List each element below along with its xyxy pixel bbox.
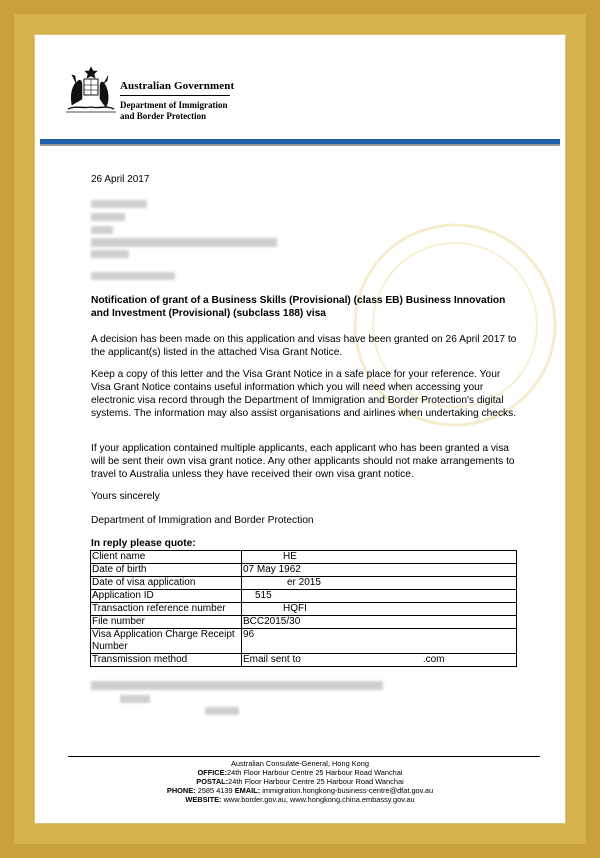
table-row bbox=[91, 616, 517, 629]
receipt-number-value: 96 bbox=[242, 629, 517, 654]
footer-office-name: Australian Consulate-General, Hong Kong bbox=[230, 759, 370, 768]
letter-date: 26 April 2017 bbox=[91, 174, 150, 185]
header-grey-band bbox=[40, 144, 560, 146]
client-name-value: HE bbox=[242, 551, 517, 564]
government-branding bbox=[120, 80, 234, 122]
reply-quote-title: In reply please quote: bbox=[91, 538, 196, 549]
receipt-number-label: Visa Application Charge Receipt Number bbox=[91, 629, 242, 654]
paragraph-decision: A decision has been made on this application and visas have been granted on 26 April 2017 to the applicant(s) listed in the attached Visa Grant Notice. bbox=[91, 334, 517, 358]
transaction-ref-label: Transaction reference number bbox=[91, 603, 242, 616]
table-row bbox=[91, 590, 517, 603]
letter-page bbox=[40, 40, 560, 818]
redacted-address-line bbox=[91, 226, 113, 234]
signatory: Department of Immigration and Border Protection bbox=[91, 515, 314, 526]
table-row bbox=[91, 564, 517, 577]
footer-phone-email: PHONE: 2585 4139 EMAIL: immigration.hongkong-business-centre@dfat.gov.au bbox=[166, 786, 434, 795]
transmission-method-label: Transmission method bbox=[91, 654, 242, 667]
closing: Yours sincerely bbox=[91, 491, 160, 502]
government-title: Australian Government bbox=[120, 80, 235, 92]
redacted-address-line bbox=[91, 272, 175, 280]
paragraph-keep-copy: Keep a copy of this letter and the Visa Grant Notice in a safe place for your reference. Your Visa Grant Notice contains useful information which you will need when accessing your electronic visa record through the Department of Immigration and Border Protection's digital systems. The information may also assist organisations and airlines when undertaking checks. bbox=[91, 369, 517, 419]
date-of-birth-label: Date of birth bbox=[91, 564, 242, 577]
date-of-birth-value: 07 May 1962 bbox=[242, 564, 517, 577]
footer-postal: POSTAL:24th Floor Harbour Centre 25 Harbour Road Wanchai bbox=[196, 777, 404, 786]
table-row bbox=[91, 551, 517, 564]
footer-rule bbox=[68, 756, 540, 757]
application-date-label: Date of visa application bbox=[91, 577, 242, 590]
application-date-value: er 2015 bbox=[242, 577, 517, 590]
client-name-label: Client name bbox=[91, 551, 242, 564]
table-row bbox=[91, 577, 517, 590]
coat-of-arms-icon bbox=[62, 65, 120, 115]
letter-subject: Notification of grant of a Business Skills (Provisional) (class EB) Business Innovation and Investment (Provisional) (subclass 188) visa bbox=[91, 295, 506, 319]
footer-office: OFFICE:24th Floor Harbour Centre 25 Harbour Road Wanchai bbox=[197, 768, 403, 777]
redacted-note-line bbox=[205, 707, 239, 715]
redacted-address-line bbox=[91, 213, 125, 221]
transaction-ref-value: HQFI bbox=[242, 603, 517, 616]
footer-website: WEBSITE: www.border.gov.au, www.hongkong.china.embassy.gov.au bbox=[185, 795, 415, 804]
table-row bbox=[91, 629, 517, 654]
reply-quote-table bbox=[90, 550, 517, 667]
department-line-2: and Border Protection bbox=[120, 111, 207, 121]
email-suffix: .com bbox=[422, 654, 445, 665]
file-number-label: File number bbox=[91, 616, 242, 629]
table-row bbox=[91, 603, 517, 616]
redacted-address-line bbox=[91, 200, 147, 208]
table-row bbox=[91, 654, 517, 667]
transmission-method-value: Email sent to .com bbox=[242, 654, 517, 667]
department-line-1: Department of Immigration bbox=[120, 100, 228, 110]
redacted-note-line bbox=[91, 681, 383, 690]
file-number-value: BCC2015/30 bbox=[242, 616, 517, 629]
paragraph-multiple-applicants: If your application contained multiple applicants, each applicant who has been granted a visa will be sent their own visa grant notice. Any other applicants should not make arrangements to travel to Australia unless they have received their own visa grant notice. bbox=[91, 443, 515, 480]
letter-footer bbox=[40, 759, 560, 804]
application-id-label: Application ID bbox=[91, 590, 242, 603]
redacted-address-line bbox=[91, 238, 277, 247]
redacted-address-line bbox=[91, 250, 129, 258]
application-id-value: 515 bbox=[242, 590, 517, 603]
redacted-note-line bbox=[120, 695, 150, 703]
branding-rule bbox=[120, 95, 230, 96]
